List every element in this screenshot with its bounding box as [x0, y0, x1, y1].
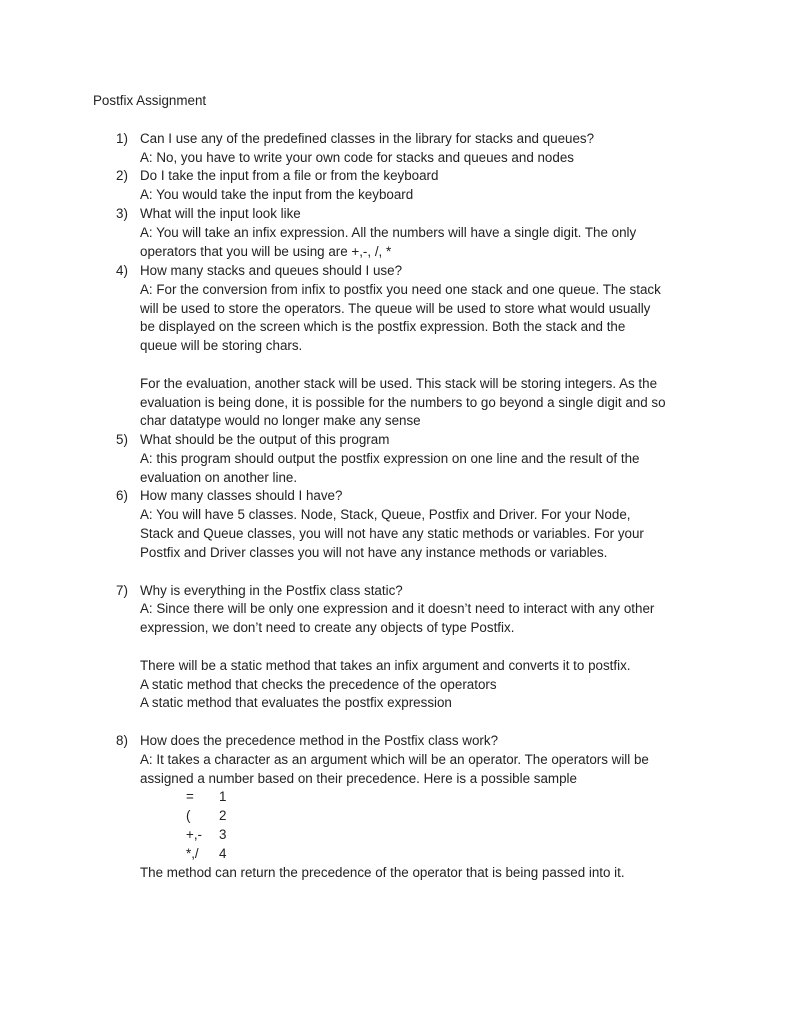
- precedence-operator: +,-: [186, 827, 202, 842]
- answer-line: A: For the conversion from infix to postfix you need one stack and one queue. The stack: [140, 282, 661, 297]
- item-number: 6): [116, 488, 128, 503]
- answer-line: queue will be storing chars.: [140, 338, 303, 353]
- item-number: 1): [116, 131, 128, 146]
- extra-line: A static method that evaluates the postfix expression: [140, 695, 452, 710]
- extra-line: There will be a static method that takes an infix argument and converts it to postfix.: [140, 658, 631, 673]
- precedence-operator: =: [186, 789, 194, 804]
- extra-line: A static method that checks the precedence of the operators: [140, 677, 497, 692]
- answer-line: A: It takes a character as an argument which will be an operator. The operators will be: [140, 752, 649, 767]
- answer-line: A: You would take the input from the keyboard: [140, 187, 414, 202]
- item-number: 5): [116, 432, 128, 447]
- precedence-value: 3: [219, 827, 227, 842]
- item-number: 4): [116, 263, 128, 278]
- answer-line: evaluation on another line.: [140, 470, 298, 485]
- question-text: How many stacks and queues should I use?: [140, 263, 403, 278]
- question-text: What should be the output of this program: [140, 432, 390, 447]
- question-text: Can I use any of the predefined classes in the library for stacks and queues?: [140, 131, 595, 146]
- question-text: Do I take the input from a file or from the keyboard: [140, 168, 439, 183]
- precedence-operator: (: [186, 808, 191, 823]
- item-number: 8): [116, 733, 128, 748]
- answer-line: Stack and Queue classes, you will not have any static methods or variables. For your: [140, 526, 644, 541]
- extra-line: For the evaluation, another stack will be used. This stack will be storing integers. As the: [140, 376, 658, 391]
- precedence-value: 2: [219, 808, 227, 823]
- item-number: 3): [116, 206, 128, 221]
- answer-line: operators that you will be using are +,-, /, *: [140, 244, 392, 259]
- answer-line: will be used to store the operators. The queue will be used to store what would usually: [140, 301, 651, 316]
- question-text: How does the precedence method in the Postfix class work?: [140, 733, 499, 748]
- answer-line: A: You will have 5 classes. Node, Stack, Queue, Postfix and Driver. For your Node,: [140, 507, 631, 522]
- item-number: 2): [116, 168, 128, 183]
- answer-line: A: You will take an infix expression. All the numbers will have a single digit. The only: [140, 225, 637, 240]
- answer-line: A: Since there will be only one expression and it doesn’t need to interact with any other: [140, 601, 655, 616]
- extra-line: evaluation is being done, it is possible for the numbers to go beyond a single digit and so: [140, 395, 666, 410]
- page-title: Postfix Assignment: [93, 93, 207, 108]
- precedence-value: 4: [219, 846, 227, 861]
- answer-line: A: this program should output the postfix expression on one line and the result of the: [140, 451, 640, 466]
- precedence-value: 1: [219, 789, 227, 804]
- answer-line: assigned a number based on their precedence. Here is a possible sample: [140, 771, 577, 786]
- closing-line: The method can return the precedence of the operator that is being passed into it.: [140, 865, 625, 880]
- answer-line: expression, we don’t need to create any objects of type Postfix.: [140, 620, 515, 635]
- question-text: How many classes should I have?: [140, 488, 343, 503]
- extra-line: char datatype would no longer make any sense: [140, 413, 421, 428]
- item-number: 7): [116, 583, 128, 598]
- precedence-operator: *,/: [186, 846, 199, 861]
- answer-line: A: No, you have to write your own code for stacks and queues and nodes: [140, 150, 574, 165]
- answer-line: Postfix and Driver classes you will not have any instance methods or variables.: [140, 545, 608, 560]
- question-text: Why is everything in the Postfix class static?: [140, 583, 403, 598]
- answer-line: be displayed on the screen which is the postfix expression. Both the stack and the: [140, 319, 626, 334]
- question-text: What will the input look like: [140, 206, 301, 221]
